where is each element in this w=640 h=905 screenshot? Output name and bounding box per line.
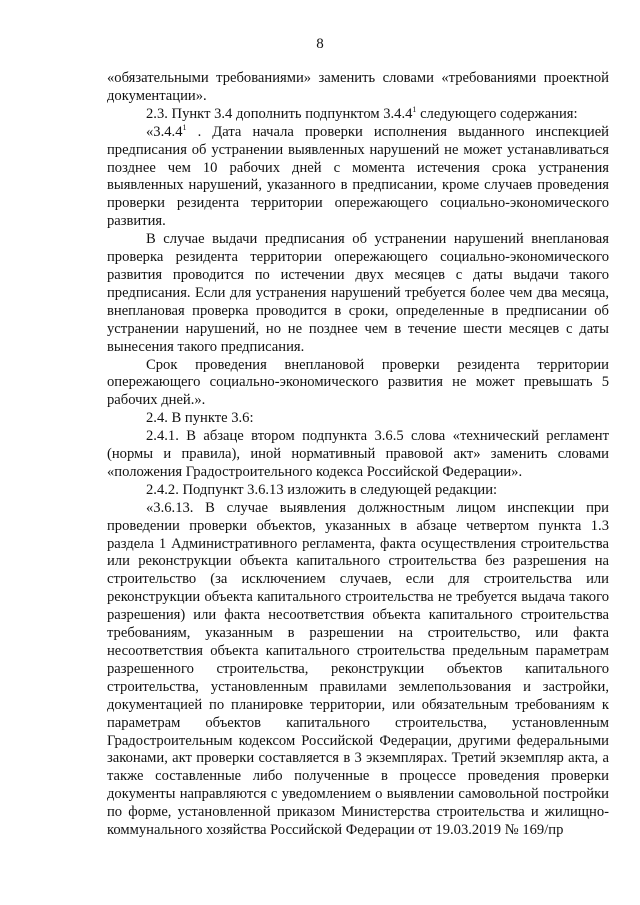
paragraph-inspection-term: Срок проведения внеплановой проверки резидента территории опережающего социально-экономического развития не может превышать 5 рабочих дней.». bbox=[107, 356, 609, 409]
paragraph-text: следующего содержания: bbox=[416, 105, 578, 122]
paragraph-2-4-1: 2.4.1. В абзаце втором подпункта 3.6.5 слова «технический регламент (нормы и правила), иной нормативный правовой акт» заменить словами «положения Градостроительного кодекса Российской Федерации». bbox=[107, 428, 609, 480]
page-number: 8 bbox=[316, 36, 324, 52]
paragraph-3-6-13: «3.6.13. В случае выявления должностным лицом инспекции при проведении проверки объектов, указанных в абзаце четвертом пункта 1.3 раздела 1 Административного регламента, факта осуществления строительства или реконструкции объекта капитального строительства без разрешения на строительство (за исключением случаев, если для строительства или реконструкции объекта капитального строительства не требуется выдача такого разрешения) или факта несоответствия объекта капитального строительства требованиям, указанным в разрешении на строительство, или факта несоответствия объекта капитального строительства предельным параметрам разрешенного строительства, реконструкции объектов капитального строительства, установленным правилами землепользования и застройки, документацией по планировке территории, или обязательным требованиям к параметрам объектов капитального строительства, установленным Градостроительным кодексом Российской Федерации, другими федеральными законами, акт проверки составляется в 3 экземплярах. Третий экземпляр акта, а также составленные либо полученные в процессе проведения проверки документы направляются с уведомлением о выявлении самовольной постройки по форме, установленной приказом Министерства строительства и жилищно-коммунального хозяйства Российской Федерации от 19.03.2019 № 169/пр bbox=[107, 499, 609, 839]
superscript: 1 bbox=[182, 122, 187, 132]
superscript: 1 bbox=[412, 104, 417, 114]
paragraph-2-4-2: 2.4.2. Подпункт 3.6.13 изложить в следующей редакции: bbox=[146, 481, 498, 498]
paragraph-text: «3.4.4 bbox=[146, 123, 183, 140]
paragraph-text: . Дата начала проверки исполнения выданного инспекцией предписания об устранении выявленных нарушений не может устанавливаться позднее чем 10 рабочих дней с момента истечения срока устранения выявленных нарушений, указанного в предписании, кроме случаев проведения проверки резидента территории опережающего социально-экономического развития. bbox=[107, 123, 609, 230]
paragraph-text: 2.3. Пункт 3.4 дополнить подпунктом 3.4.4 bbox=[146, 105, 413, 122]
paragraph-2-3 bbox=[107, 106, 609, 124]
paragraph-2-4: 2.4. В пункте 3.6: bbox=[146, 410, 254, 427]
paragraph-3-4-4-1 bbox=[107, 124, 609, 231]
paragraph-prescription: В случае выдачи предписания об устранении нарушений внеплановая проверка резидента территории опережающего социально-экономического развития проводится по истечении двух месяцев с даты выдачи такого предписания. Если для устранения нарушений требуется более чем два месяца, внеплановая проверка проводится в сроки, определенные в предписании об устранении нарушений, но не позднее чем в течение шести месяцев с даты вынесения такого предписания. bbox=[107, 231, 609, 355]
document-body bbox=[107, 70, 609, 840]
paragraph-continuation: «обязательными требованиями» заменить словами «требованиями проектной документации». bbox=[107, 70, 609, 104]
